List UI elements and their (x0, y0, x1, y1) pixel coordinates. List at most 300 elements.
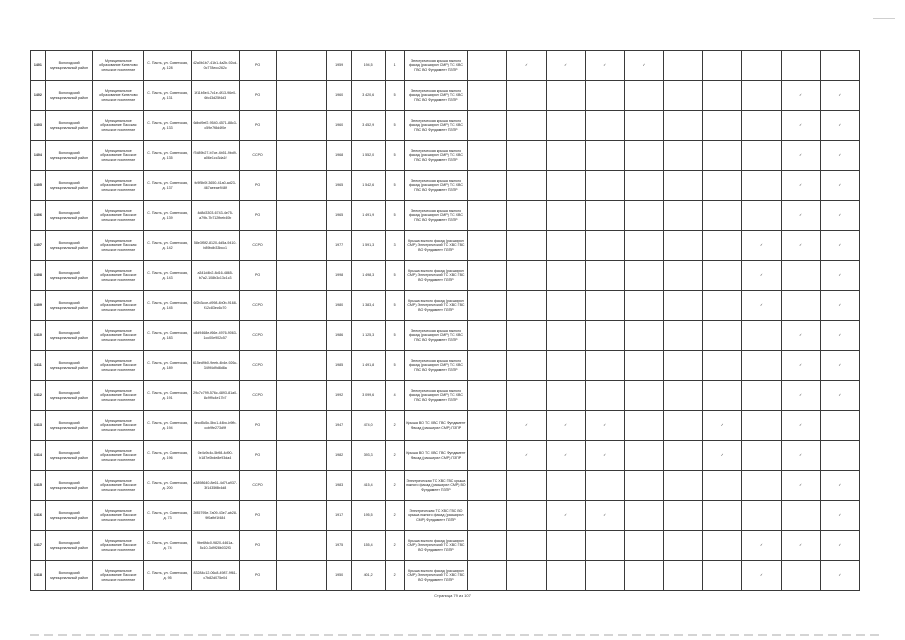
work-mark-cell (624, 441, 663, 471)
district-cell: Вологодский муниципальный район (45, 201, 93, 231)
area-cell: 1 498,3 (351, 261, 385, 291)
floors-cell: 3 (385, 231, 404, 261)
work-mark-cell (742, 471, 781, 501)
row-number: 1412 (31, 381, 46, 411)
work-mark-cell (546, 111, 585, 141)
type-cell: ССРО (239, 321, 276, 351)
empty-cell (276, 231, 327, 261)
floors-cell: 1 (385, 51, 404, 81)
work-mark-cell (624, 501, 663, 531)
fias-code-cell: 1f11b5e4-7c1e-4f13-96e0-6fc43d25f4d3 (191, 81, 239, 111)
work-mark-cell (624, 561, 663, 591)
work-mark-cell (781, 261, 820, 291)
address-cell: С. Пасть, ул. Советская, д. 131 (144, 81, 192, 111)
housing-register-table (30, 50, 860, 591)
empty-cell (276, 501, 327, 531)
work-mark-cell (703, 111, 742, 141)
work-mark-cell (781, 291, 820, 321)
work-mark-cell: ✓ (820, 351, 859, 381)
work-mark-cell: ✓ (781, 441, 820, 471)
type-cell: РО (239, 201, 276, 231)
district-cell: Вологодский муниципальный район (45, 51, 93, 81)
district-cell: Вологодский муниципальный район (45, 381, 93, 411)
bottom-edge-artifact (30, 634, 880, 636)
address-cell: С. Пасть, ул. Советская, д. 142 (144, 231, 192, 261)
work-mark-cell (585, 141, 624, 171)
works-cell: Крыша южного фасад (расширил СМР) Электрический ТС ХВС ГВС ВО Фундамент ПЗПР (404, 261, 468, 291)
work-mark-cell (624, 411, 663, 441)
type-cell: ССРО (239, 471, 276, 501)
work-mark-cell: ✓ (820, 141, 859, 171)
empty-cell (468, 201, 507, 231)
work-mark-cell (703, 231, 742, 261)
work-mark-cell (742, 441, 781, 471)
fias-code-cell: c8d9468e-f66e-4976-9063-1cc00e902c57 (191, 321, 239, 351)
work-mark-cell (507, 351, 546, 381)
district-cell: Вологодский муниципальный район (45, 471, 93, 501)
work-mark-cell (624, 321, 663, 351)
year-cell: 1985 (327, 351, 351, 381)
settlement-cell: Муниципальное образование Пасское сельское поселение (93, 531, 144, 561)
works-cell: Электрическая крыша южного фасад (расширил СМР) ТС ХВС ГВС ВО Фундамент ПЗПР (404, 81, 468, 111)
row-number: 1416 (31, 501, 46, 531)
fias-code-cell: 83284c12-06c8-4987-9f61-c7b82d075e04 (191, 561, 239, 591)
district-cell: Вологодский муниципальный район (45, 321, 93, 351)
floors-cell: 5 (385, 111, 404, 141)
work-mark-cell (624, 81, 663, 111)
empty-cell (468, 411, 507, 441)
table-row (31, 351, 860, 381)
row-number: 1406 (31, 201, 46, 231)
work-mark-cell (624, 231, 663, 261)
work-mark-cell (742, 51, 781, 81)
empty-cell (276, 381, 327, 411)
empty-cell (276, 111, 327, 141)
row-number: 1410 (31, 321, 46, 351)
fias-code-cell: 2f85795e-7a09-43e7-ab28-9f0afbf1f484 (191, 501, 239, 531)
fias-code-cell: 4d8d3303-6743-4e75-a79b-7b712fbeb40b (191, 201, 239, 231)
work-mark-cell (624, 471, 663, 501)
settlement-cell: Муниципальное образование Пасское сельское поселение (93, 501, 144, 531)
district-cell: Вологодский муниципальный район (45, 561, 93, 591)
settlement-cell: Муниципальное образование Пасское сельское поселение (93, 441, 144, 471)
table-row (31, 501, 860, 531)
work-mark-cell: ✓ (820, 231, 859, 261)
work-mark-cell (820, 411, 859, 441)
work-mark-cell: ✓ (507, 411, 546, 441)
work-mark-cell (507, 81, 546, 111)
row-number: 1411 (31, 351, 46, 381)
settlement-cell: Муниципальное образование Пасское сельское поселение (93, 321, 144, 351)
work-mark-cell (507, 201, 546, 231)
works-cell: Крыша южного фасад (расширил СМР) Электрический ТС ХВС ГВС ВО Фундамент ПЗПР (404, 291, 468, 321)
year-cell: 1977 (327, 231, 351, 261)
year-cell: 1986 (327, 321, 351, 351)
address-cell: С. Пасть, ул. Советская, д. 74 (144, 531, 192, 561)
work-mark-cell: ✓ (820, 291, 859, 321)
empty-cell (664, 261, 703, 291)
empty-cell (276, 561, 327, 591)
empty-cell (468, 501, 507, 531)
work-mark-cell (546, 231, 585, 261)
work-mark-cell (742, 111, 781, 141)
works-cell: Электрическая крыша южного фасад (расширил СМР) ТС ХВС ГВС ВО Фундамент ПЗПР (404, 351, 468, 381)
district-cell: Вологодский муниципальный район (45, 111, 93, 141)
type-cell: РО (239, 411, 276, 441)
work-mark-cell: ✓ (820, 561, 859, 591)
address-cell: С. Пасть, ул. Советская, д. 128 (144, 51, 192, 81)
address-cell: С. Пасть, ул. Советская, д. 137 (144, 171, 192, 201)
table-row (31, 111, 860, 141)
district-cell: Вологодский муниципальный район (45, 261, 93, 291)
work-mark-cell: ✓ (742, 231, 781, 261)
empty-cell (664, 141, 703, 171)
empty-cell (664, 201, 703, 231)
work-mark-cell: ✓ (820, 501, 859, 531)
type-cell: РО (239, 171, 276, 201)
work-mark-cell: ✓ (820, 111, 859, 141)
empty-cell (664, 411, 703, 441)
work-mark-cell: ✓ (820, 171, 859, 201)
work-mark-cell (703, 291, 742, 321)
type-cell: РО (239, 501, 276, 531)
floors-cell: 4 (385, 381, 404, 411)
fias-code-cell: f7d89b27-b7ce-4b51-9bd9-a06e1cc3da1f (191, 141, 239, 171)
type-cell: РО (239, 531, 276, 561)
work-mark-cell: ✓ (742, 531, 781, 561)
fias-code-cell: fc9f5b0f-3650-41a0-ad23-467aeeae948f (191, 171, 239, 201)
work-mark-cell: ✓ (781, 471, 820, 501)
work-mark-cell (585, 471, 624, 501)
work-mark-cell (742, 351, 781, 381)
floors-cell: 5 (385, 201, 404, 231)
settlement-cell: Муниципальное образование Пасское сельское поселение (93, 201, 144, 231)
settlement-cell: Муниципальное образование Пасское сельское поселение (93, 171, 144, 201)
settlement-cell: Муниципальное образование Пасское сельское поселение (93, 261, 144, 291)
fias-code-cell: a3898640-8e61-4d7f-a937-3f1435f8b4d8 (191, 471, 239, 501)
empty-cell (276, 441, 327, 471)
year-cell: 1980 (327, 291, 351, 321)
empty-cell (468, 111, 507, 141)
empty-cell (664, 381, 703, 411)
work-mark-cell: ✓ (781, 381, 820, 411)
row-number: 1401 (31, 51, 46, 81)
fias-code-cell: 4ecd5c5c-5bc1-44bc-b9fb-ccb9fe273d9f (191, 411, 239, 441)
empty-cell (664, 351, 703, 381)
work-mark-cell (624, 291, 663, 321)
table-row (31, 381, 860, 411)
empty-cell (276, 141, 327, 171)
work-mark-cell (624, 201, 663, 231)
works-cell: Крыша ВО ТС ХВС ГВС Фундамент Фасад (расширил СМР) ПЗПР (404, 441, 468, 471)
type-cell: РО (239, 51, 276, 81)
work-mark-cell: ✓ (546, 441, 585, 471)
work-mark-cell (624, 171, 663, 201)
district-cell: Вологодский муниципальный район (45, 351, 93, 381)
work-mark-cell: ✓ (781, 321, 820, 351)
table-row (31, 141, 860, 171)
district-cell: Вологодский муниципальный район (45, 501, 93, 531)
type-cell: РО (239, 111, 276, 141)
works-cell: Электрическая крыша южного фасад (расширил СМР) ТС ХВС ГВС ВО Фундамент ПЗПР (404, 141, 468, 171)
work-mark-cell (507, 321, 546, 351)
work-mark-cell: ✓ (585, 441, 624, 471)
work-mark-cell: ✓ (781, 201, 820, 231)
work-mark-cell (507, 231, 546, 261)
address-cell: С. Пасть, ул. Советская, д. 194 (144, 411, 192, 441)
area-cell: 415,4 (351, 471, 385, 501)
district-cell: Вологодский муниципальный район (45, 81, 93, 111)
work-mark-cell: ✓ (781, 171, 820, 201)
empty-cell (664, 111, 703, 141)
row-number: 1402 (31, 81, 46, 111)
settlement-cell: Муниципальное образование Кипелово сельское поселение (93, 51, 144, 81)
empty-cell (468, 471, 507, 501)
empty-cell (664, 471, 703, 501)
type-cell: ССРО (239, 141, 276, 171)
floors-cell: 2 (385, 441, 404, 471)
type-cell: РО (239, 561, 276, 591)
area-cell: 474,0 (351, 411, 385, 441)
empty-cell (468, 441, 507, 471)
floors-cell: 5 (385, 81, 404, 111)
floors-cell: 5 (385, 291, 404, 321)
work-mark-cell (585, 81, 624, 111)
address-cell: С. Пасть, ул. Советская, д. 73 (144, 501, 192, 531)
empty-cell (276, 351, 327, 381)
work-mark-cell: ✓ (781, 111, 820, 141)
empty-cell (276, 51, 327, 81)
empty-cell (276, 261, 327, 291)
work-mark-cell: ✓ (781, 351, 820, 381)
work-mark-cell (742, 171, 781, 201)
floors-cell: 5 (385, 321, 404, 351)
work-mark-cell (703, 141, 742, 171)
works-cell: Электрическая ТС ХВС ГВС ВО крыша южного фасад (расширил СМР) Фундамент ПЗПР (404, 501, 468, 531)
floors-cell: 2 (385, 471, 404, 501)
work-mark-cell: ✓ (742, 291, 781, 321)
work-mark-cell: ✓ (820, 381, 859, 411)
work-mark-cell (585, 321, 624, 351)
year-cell: 1965 (327, 201, 351, 231)
work-mark-cell (507, 381, 546, 411)
area-cell: 1 491,8 (351, 351, 385, 381)
table-row (31, 471, 860, 501)
year-cell: 1965 (327, 171, 351, 201)
work-mark-cell (546, 351, 585, 381)
work-mark-cell (624, 261, 663, 291)
work-mark-cell (703, 321, 742, 351)
work-mark-cell (703, 351, 742, 381)
work-mark-cell (585, 171, 624, 201)
year-cell: 1998 (327, 261, 351, 291)
area-cell: 393,3 (351, 441, 385, 471)
fias-code-cell: 0e4c9c4c-5b98-4d90-b187e0bde8e93da4 (191, 441, 239, 471)
floors-cell: 2 (385, 561, 404, 591)
district-cell: Вологодский муниципальный район (45, 441, 93, 471)
work-mark-cell (703, 51, 742, 81)
type-cell: РО (239, 261, 276, 291)
work-mark-cell: ✓ (507, 441, 546, 471)
row-number: 1405 (31, 171, 46, 201)
settlement-cell: Муниципальное образование Пасское сельское поселение (93, 471, 144, 501)
fias-code-cell: 6f2b3cce-d998-4b0b-9168-f12c83ec6c70 (191, 291, 239, 321)
year-cell: 1960 (327, 111, 351, 141)
empty-cell (664, 51, 703, 81)
page-number: Страница 79 из 107 (434, 593, 471, 598)
floors-cell: 2 (385, 501, 404, 531)
district-cell: Вологодский муниципальный район (45, 231, 93, 261)
work-mark-cell: ✓ (820, 531, 859, 561)
year-cell: 1975 (327, 531, 351, 561)
area-cell: 155,4 (351, 531, 385, 561)
table-row (31, 441, 860, 471)
area-cell: 195,5 (351, 501, 385, 531)
work-mark-cell: ✓ (781, 231, 820, 261)
floors-cell: 5 (385, 261, 404, 291)
work-mark-cell (507, 531, 546, 561)
year-cell: 1992 (327, 381, 351, 411)
work-mark-cell (546, 321, 585, 351)
works-cell: Крыша ВО ТС ХВС ГВС Фундамент Фасад (расширил СМР) ПЗПР (404, 411, 468, 441)
empty-cell (664, 531, 703, 561)
empty-cell (468, 291, 507, 321)
address-cell: С. Пасть, ул. Советская, д. 139 (144, 201, 192, 231)
work-mark-cell (781, 561, 820, 591)
work-mark-cell (507, 171, 546, 201)
district-cell: Вологодский муниципальный район (45, 411, 93, 441)
floors-cell: 2 (385, 411, 404, 441)
works-cell: Электрическая крыша южного фасад (расширил СМР) ТС ХВС ГВС ВО Фундамент ПЗПР (404, 51, 468, 81)
work-mark-cell: ✓ (820, 471, 859, 501)
work-mark-cell (546, 261, 585, 291)
work-mark-cell: ✓ (820, 201, 859, 231)
empty-cell (276, 531, 327, 561)
empty-cell (276, 471, 327, 501)
work-mark-cell (585, 351, 624, 381)
works-cell: Электрическая крыша южного фасад (расширил СМР) ТС ХВС ГВС ВО Фундамент ПЗПР (404, 381, 468, 411)
work-mark-cell: ✓ (585, 411, 624, 441)
work-mark-cell (585, 291, 624, 321)
table-row (31, 321, 860, 351)
work-mark-cell (546, 171, 585, 201)
work-mark-cell: ✓ (820, 81, 859, 111)
settlement-cell: Муниципальное образование Пасское сельское поселение (93, 381, 144, 411)
year-cell: 1983 (327, 471, 351, 501)
works-cell: Крыша южного фасад (расширил СМР) Электрический ТС ХВС ГВС ВО Фундамент ПЗПР (404, 561, 468, 591)
work-mark-cell (585, 111, 624, 141)
work-mark-cell (742, 321, 781, 351)
work-mark-cell: ✓ (820, 261, 859, 291)
work-mark-cell: ✓ (585, 501, 624, 531)
table-row (31, 291, 860, 321)
work-mark-cell (742, 501, 781, 531)
work-mark-cell: ✓ (742, 561, 781, 591)
empty-cell (664, 231, 703, 261)
settlement-cell: Муниципальное образование Пасское сельское поселение (93, 351, 144, 381)
table-row (31, 531, 860, 561)
work-mark-cell: ✓ (781, 81, 820, 111)
year-cell: 1968 (327, 141, 351, 171)
address-cell: С. Пасть, ул. Советская, д. 135 (144, 141, 192, 171)
empty-cell (276, 291, 327, 321)
works-cell: Электрическая крыша южного фасад (расширил СМР) ТС ХВС ГВС ВО Фундамент ПЗПР (404, 171, 468, 201)
work-mark-cell (703, 201, 742, 231)
work-mark-cell: ✓ (546, 501, 585, 531)
works-cell: Электрическая ТС ХВС ГВС крыша южного фасад (расширил СМР) ВО Фундамент ПЗПР (404, 471, 468, 501)
works-cell: Крыша южного фасад (расширил СМР) Электрический ТС ХВС ГВС ВО Фундамент ПЗПР (404, 531, 468, 561)
empty-cell (664, 291, 703, 321)
fias-code-cell: 6dbd9ef2-9540-4571-88c3-c59e7f8d4f0e (191, 111, 239, 141)
work-mark-cell (507, 111, 546, 141)
empty-cell (468, 261, 507, 291)
work-mark-cell: ✓ (781, 411, 820, 441)
district-cell: Вологодский муниципальный район (45, 531, 93, 561)
work-mark-cell (585, 201, 624, 231)
area-cell: 1 383,4 (351, 291, 385, 321)
work-mark-cell (742, 381, 781, 411)
work-mark-cell (585, 561, 624, 591)
row-number: 1414 (31, 441, 46, 471)
address-cell: С. Пасть, ул. Советская, д. 189 (144, 351, 192, 381)
table-row (31, 81, 860, 111)
empty-cell (468, 231, 507, 261)
work-mark-cell (703, 561, 742, 591)
work-mark-cell (507, 141, 546, 171)
type-cell: ССРО (239, 231, 276, 261)
work-mark-cell: ✓ (585, 51, 624, 81)
table-row (31, 51, 860, 81)
empty-cell (468, 171, 507, 201)
empty-cell (276, 81, 327, 111)
work-mark-cell: ✓ (742, 261, 781, 291)
area-cell: 401,2 (351, 561, 385, 591)
row-number: 1413 (31, 411, 46, 441)
address-cell: С. Пасть, ул. Советская, д. 200 (144, 471, 192, 501)
empty-cell (468, 381, 507, 411)
work-mark-cell (546, 381, 585, 411)
works-cell: Электрическая крыша южного фасад (расширил СМР) ТС ХВС ГВС ВО Фундамент ПЗПР (404, 111, 468, 141)
type-cell: РО (239, 81, 276, 111)
row-number: 1415 (31, 471, 46, 501)
work-mark-cell: ✓ (507, 51, 546, 81)
work-mark-cell (546, 471, 585, 501)
work-mark-cell (624, 141, 663, 171)
empty-cell (468, 51, 507, 81)
empty-cell (664, 501, 703, 531)
district-cell: Вологодский муниципальный район (45, 141, 93, 171)
floors-cell: 5 (385, 171, 404, 201)
empty-cell (664, 171, 703, 201)
work-mark-cell: ✓ (546, 51, 585, 81)
empty-cell (468, 321, 507, 351)
work-mark-cell (624, 351, 663, 381)
work-mark-cell (624, 531, 663, 561)
work-mark-cell (703, 381, 742, 411)
work-mark-cell (820, 441, 859, 471)
area-cell: 1 125,3 (351, 321, 385, 351)
empty-cell (468, 531, 507, 561)
settlement-cell: Муниципальное образование Пасское сельское поселение (93, 141, 144, 171)
work-mark-cell (781, 501, 820, 531)
work-mark-cell (742, 141, 781, 171)
type-cell: ССРО (239, 381, 276, 411)
page-corner-mark (873, 8, 895, 19)
address-cell: С. Пасть, ул. Советская, д. 145 (144, 291, 192, 321)
year-cell: 1960 (327, 81, 351, 111)
row-number: 1418 (31, 561, 46, 591)
works-cell: Электрическая крыша южного фасад (расширил СМР) ТС ХВС ГВС ВО Фундамент ПЗПР (404, 201, 468, 231)
